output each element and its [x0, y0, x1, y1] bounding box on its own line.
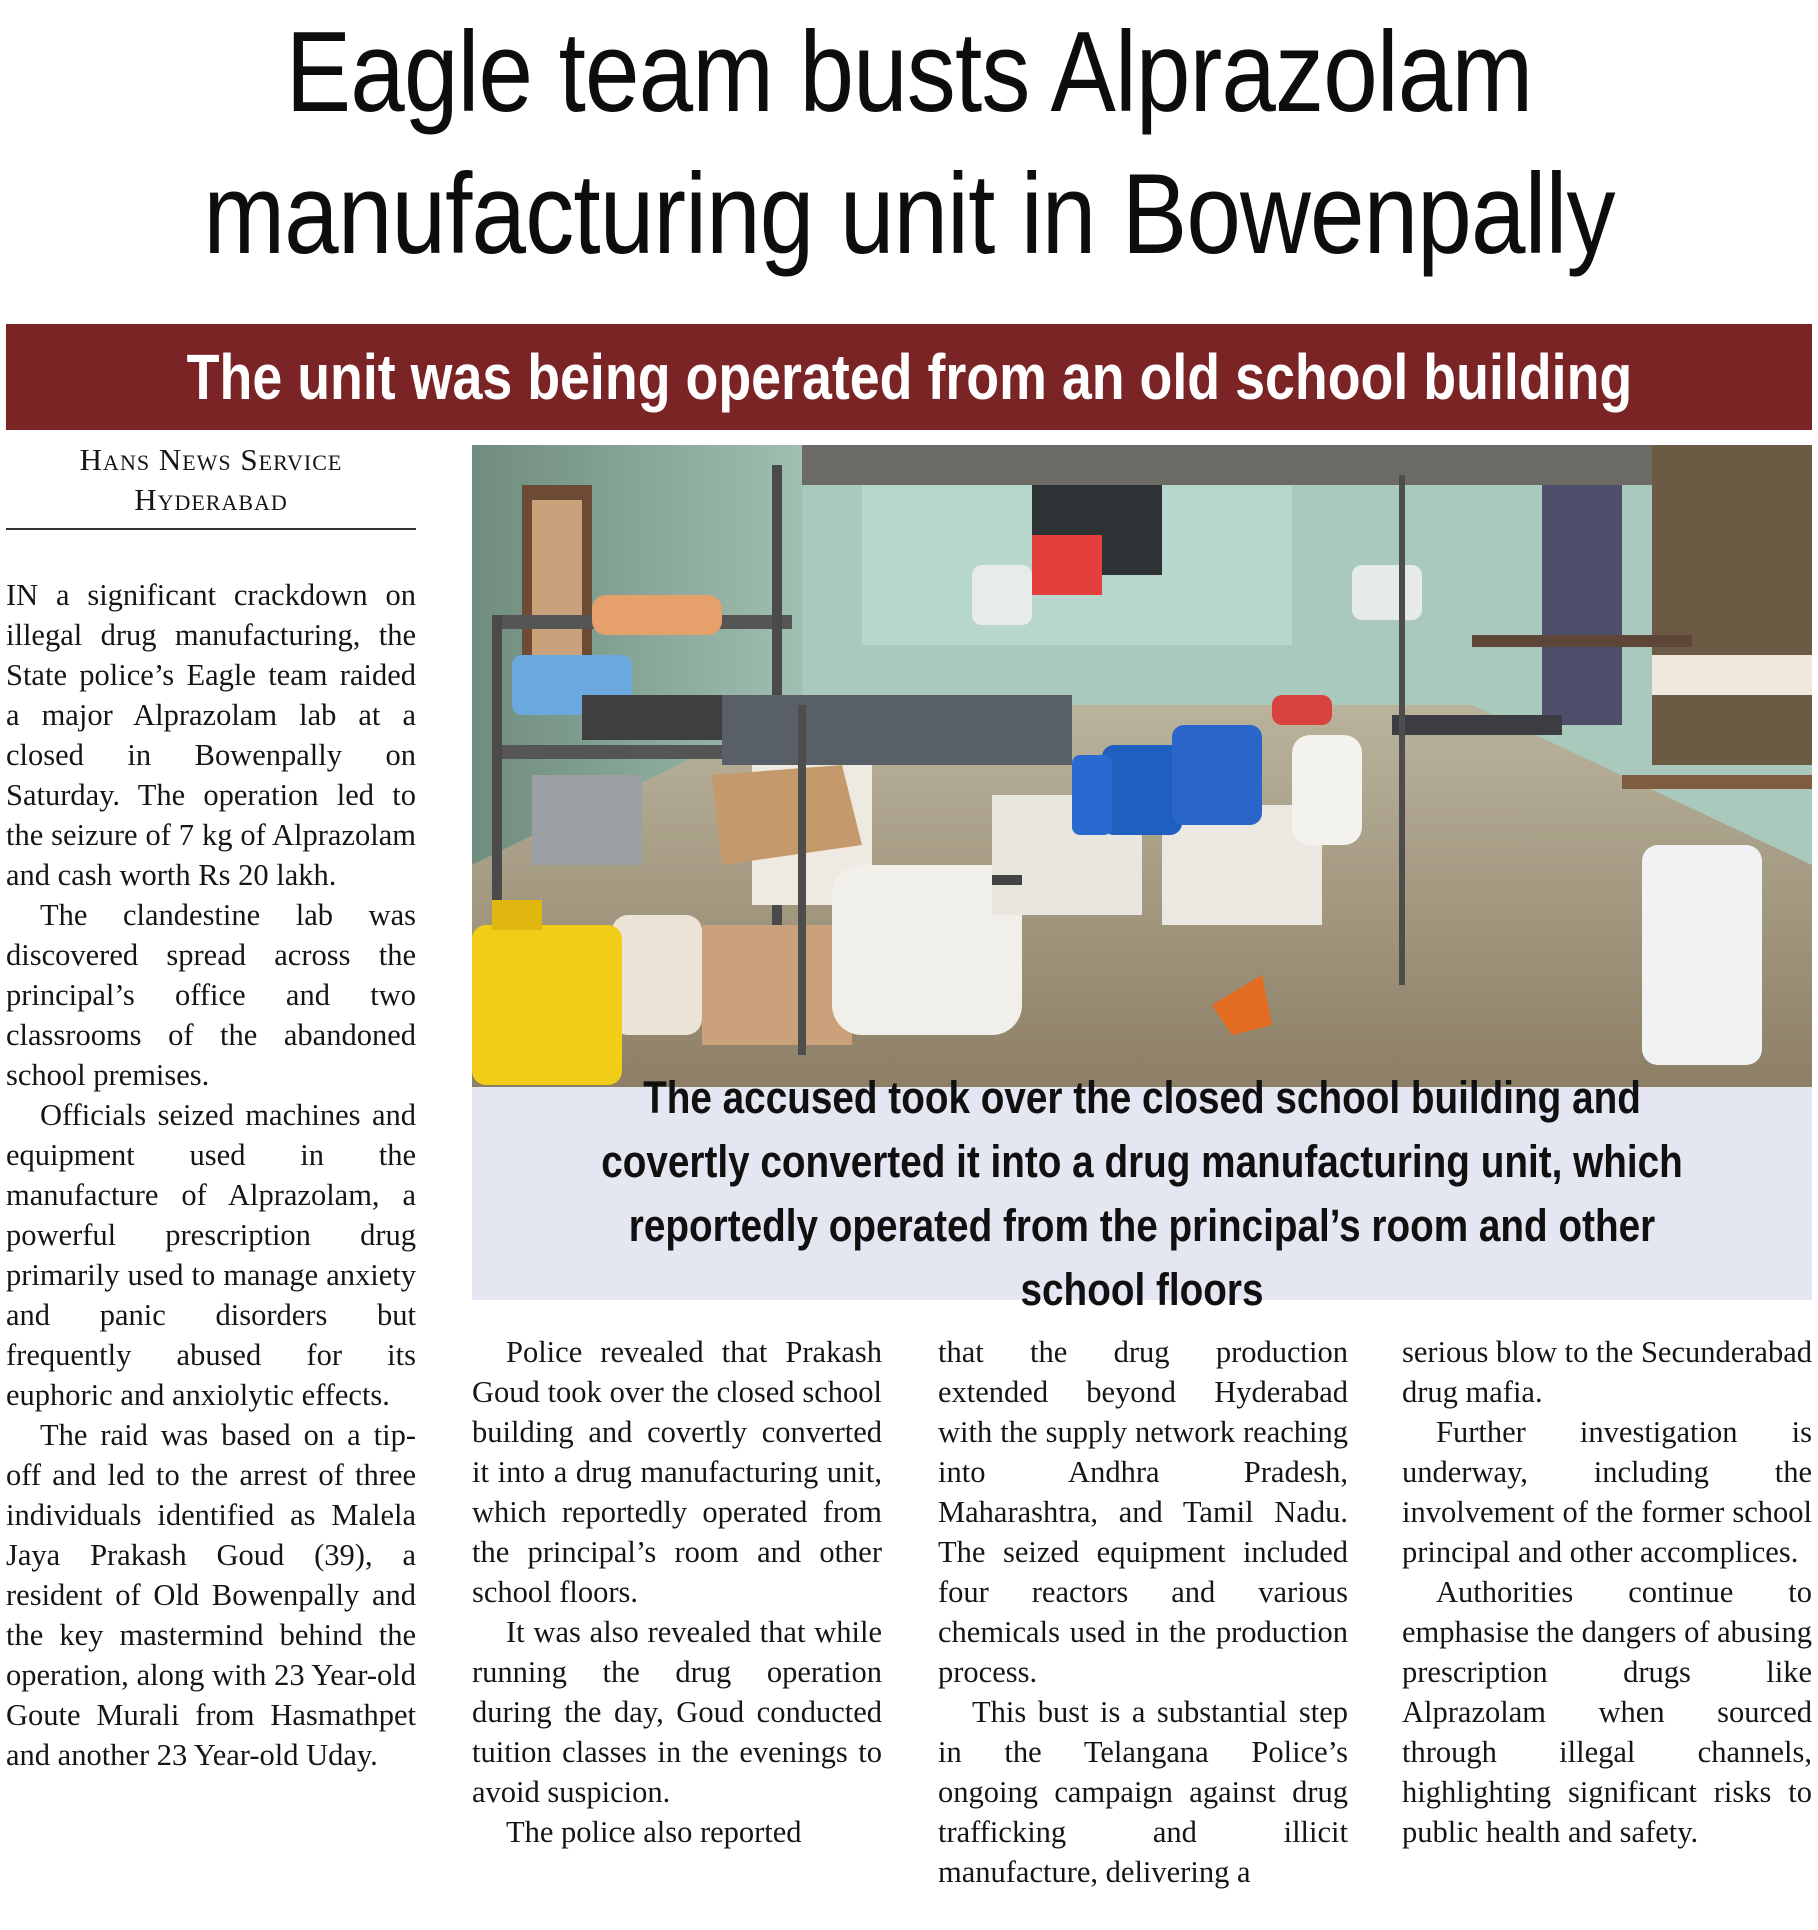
news-photo	[472, 445, 1812, 1087]
article-column-2	[472, 1332, 882, 1852]
paragraph: Officials seized machines and equipment used in the manufacture of Alprazolam, a powerful prescription drug primarily used to manage anxiety and panic disorders but frequently abused for its euphoric and anxiolytic effects.	[6, 1098, 416, 1412]
paragraph: that the drug production extended beyond Hyderabad with the supply network reaching into Andhra Pradesh, Maharashtra, and Tamil Nadu. The seized equipment included four reactors and various chemicals used in the production process.	[938, 1335, 1348, 1689]
headline-line-2: manufacturing unit in Bowenpally	[203, 151, 1615, 278]
subheadline: The unit was being operated from an old school building	[186, 341, 1632, 413]
paragraph: This bust is a substantial step in the Telangana Police’s ongoing campaign against drug trafficking and illicit manufacture, delivering a	[938, 1695, 1348, 1889]
headline-line-1: Eagle team busts Alprazolam	[285, 9, 1533, 136]
byline-city: Hyderabad	[134, 482, 288, 517]
paragraph: The police also reported	[506, 1815, 802, 1849]
paragraph: The clandestine lab was discovered spread across the principal’s office and two classrooms of the abandoned school premises.	[6, 898, 416, 1092]
paragraph: IN a significant crackdown on illegal drug manufacturing, the State police’s Eagle team raided a major Alprazolam lab at a closed in Bowenpally on Saturday. The operation led to the seizure of 7 kg of Alprazolam and cash worth Rs 20 lakh.	[6, 578, 416, 892]
byline-agency: Hans News Service	[79, 442, 343, 477]
article-column-4	[1402, 1332, 1812, 1852]
lab-room-photo	[472, 445, 1812, 1087]
article-column-3	[938, 1332, 1348, 1892]
photo-caption-band	[472, 1071, 1812, 1315]
photo-caption: The accused took over the closed school building and covertly converted it into a drug manufacturing unit, which reportedly operated from the principal’s room and other school floors	[601, 1071, 1683, 1315]
byline	[6, 440, 416, 530]
paragraph: It was also revealed that while running the drug operation during the day, Goud conducted tuition classes in the evenings to avoid suspicion.	[472, 1615, 882, 1809]
subheadline-band	[6, 324, 1812, 430]
paragraph: Police revealed that Prakash Goud took over the closed school building and covertly converted it into a drug manufacturing unit, which reportedly operated from the principal’s room and other school floors.	[472, 1335, 882, 1609]
paragraph: Further investigation is underway, including the involvement of the former school principal and other accomplices.	[1402, 1415, 1812, 1569]
paragraph: The raid was based on a tip-off and led to the arrest of three individuals identified as Malela Jaya Prakash Goud (39), a resident of Old Bowenpally and the key mastermind behind the operation, along with 23 Year-old Goute Murali from Hasmathpet and another 23 Year-old Uday.	[6, 1418, 416, 1772]
headline	[0, 2, 1818, 286]
paragraph: Authorities continue to emphasise the dangers of abusing prescription drugs like Alprazolam when sourced through illegal channels, highlighting significant risks to public health and safety.	[1402, 1575, 1812, 1849]
article-column-1	[6, 575, 416, 1775]
paragraph: serious blow to the Secunderabad drug mafia.	[1402, 1335, 1812, 1409]
